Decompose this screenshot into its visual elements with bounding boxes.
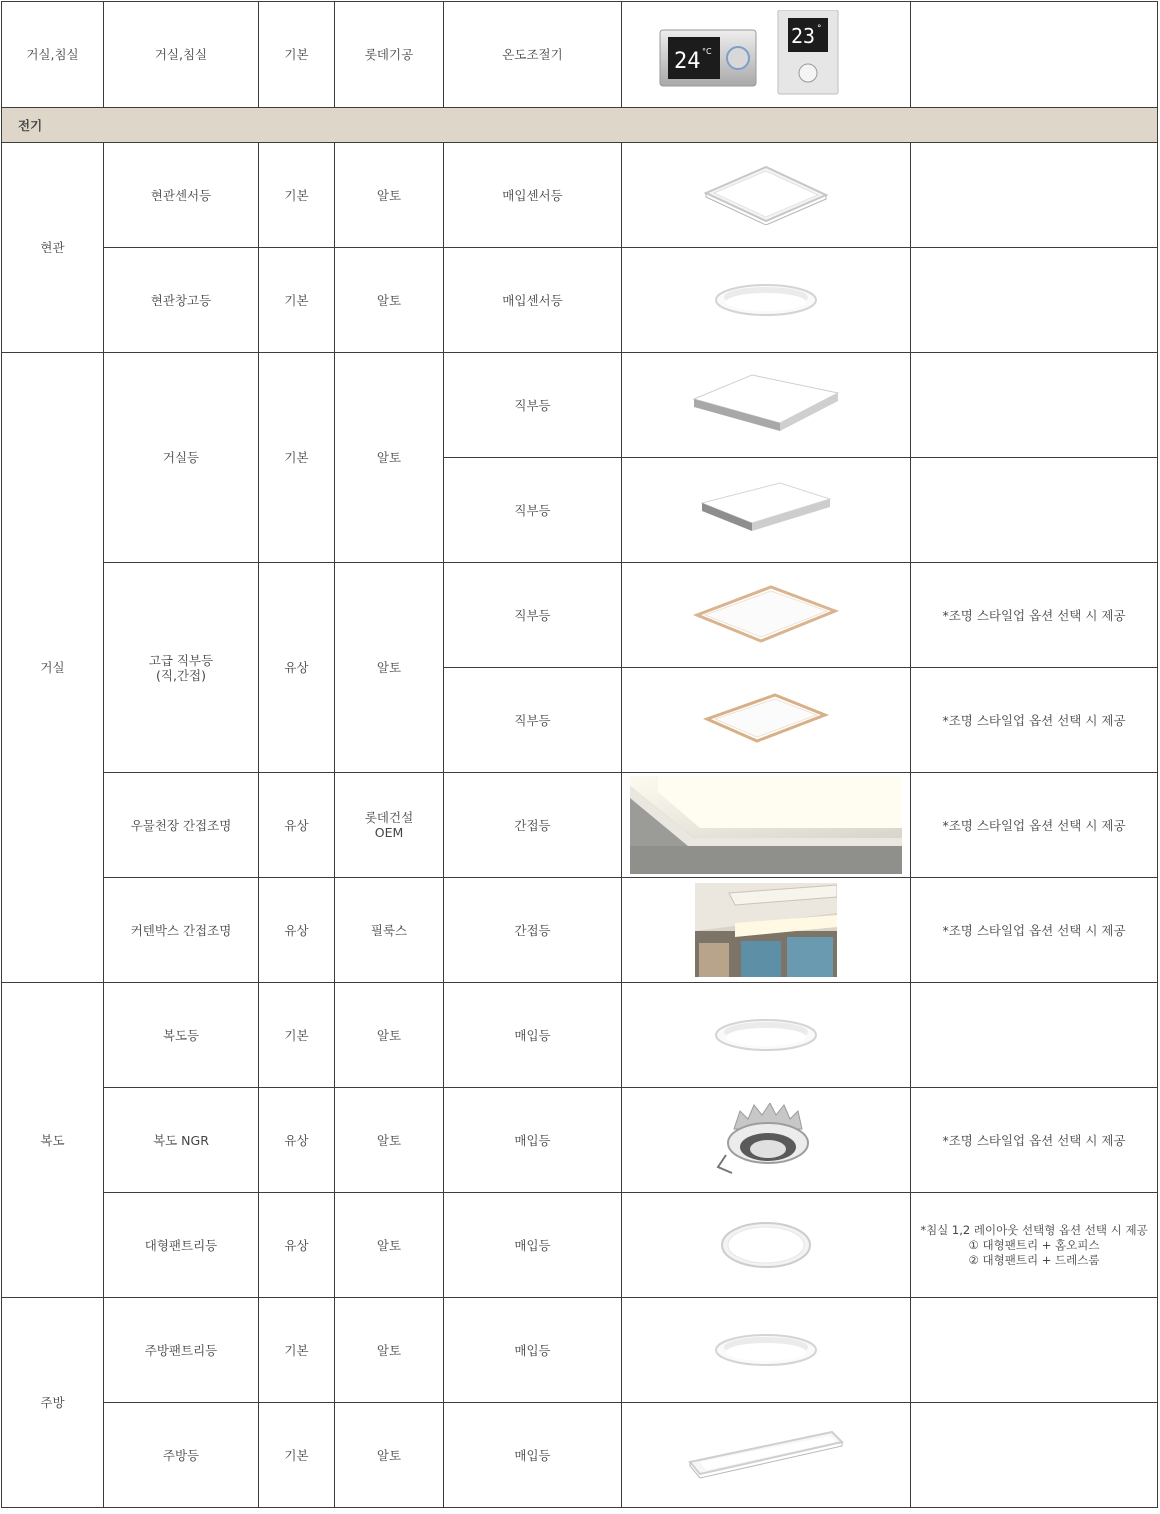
category-cell: 직부등 bbox=[444, 668, 622, 773]
svg-text:°: ° bbox=[817, 23, 822, 34]
section-title: 전기 bbox=[2, 108, 1158, 143]
note-cell bbox=[911, 143, 1158, 248]
item-cell: 복도 NGR bbox=[104, 1088, 259, 1193]
thermostat-image bbox=[622, 2, 911, 108]
type-cell: 기본 bbox=[259, 1298, 335, 1403]
type-cell: 유상 bbox=[259, 1193, 335, 1298]
category-cell: 매입등 bbox=[444, 1088, 622, 1193]
round-downlight-icon bbox=[711, 280, 821, 320]
brand-cell: 알토 bbox=[335, 353, 444, 563]
type-cell: 기본 bbox=[259, 248, 335, 353]
type-cell: 유상 bbox=[259, 773, 335, 878]
item-cell: 복도등 bbox=[104, 983, 259, 1088]
gold-rect-light-icon bbox=[701, 693, 831, 747]
item-cell: 거실등 bbox=[104, 353, 259, 563]
brand-cell: 필룩스 bbox=[335, 878, 444, 983]
type-cell: 유상 bbox=[259, 878, 335, 983]
brand-cell: 롯데건설 OEM bbox=[335, 773, 444, 878]
item-cell: 주방등 bbox=[104, 1403, 259, 1508]
brand-cell: 알토 bbox=[335, 1088, 444, 1193]
table-row bbox=[2, 1088, 1158, 1193]
thermostat-right-reading: 23 bbox=[791, 23, 816, 48]
category-cell: 직부등 bbox=[444, 563, 622, 668]
svg-text:°C: °C bbox=[702, 46, 712, 56]
type-cell: 기본 bbox=[259, 143, 335, 248]
table-row bbox=[2, 353, 1158, 458]
type-cell: 기본 bbox=[259, 1403, 335, 1508]
item-cell: 현관창고등 bbox=[104, 248, 259, 353]
room-cell-living: 거실 bbox=[2, 353, 104, 983]
category-cell: 직부등 bbox=[444, 458, 622, 563]
category-cell: 직부등 bbox=[444, 353, 622, 458]
round-downlight-icon bbox=[711, 1015, 821, 1055]
table-row bbox=[2, 1403, 1158, 1508]
note-cell: *조명 스타일업 옵션 선택 시 제공 bbox=[911, 563, 1158, 668]
type-cell: 기본 bbox=[259, 353, 335, 563]
type-cell: 유상 bbox=[259, 563, 335, 773]
category-cell: 매입등 bbox=[444, 1298, 622, 1403]
room-cell: 거실,침실 bbox=[2, 2, 104, 108]
note-cell: *침실 1,2 레이아웃 선택형 옵션 선택 시 제공 ① 대형팬트리 + 홈오피스 ② 대형팬트리 + 드레스룸 bbox=[911, 1193, 1158, 1298]
cove-ceiling-photo bbox=[630, 776, 902, 874]
note-cell bbox=[911, 458, 1158, 563]
flat-round-light-icon bbox=[716, 1220, 816, 1270]
product-image bbox=[622, 563, 911, 668]
note-cell bbox=[911, 248, 1158, 353]
brand-cell: 롯데기공 bbox=[335, 2, 444, 108]
square-panel-icon bbox=[696, 165, 836, 225]
table-row bbox=[2, 563, 1158, 668]
room-cell-kitchen: 주방 bbox=[2, 1298, 104, 1508]
item-cell: 커텐박스 간접조명 bbox=[104, 878, 259, 983]
linear-panel-light-icon bbox=[686, 1428, 846, 1482]
product-image bbox=[622, 983, 911, 1088]
round-downlight-icon bbox=[711, 1330, 821, 1370]
thermostat-icon bbox=[656, 10, 876, 100]
table-row bbox=[2, 1193, 1158, 1298]
section-row bbox=[2, 108, 1158, 143]
category-cell: 매입센서등 bbox=[444, 143, 622, 248]
note-cell bbox=[911, 1298, 1158, 1403]
curtain-box-photo bbox=[695, 883, 837, 977]
note-cell: *조명 스타일업 옵션 선택 시 제공 bbox=[911, 1088, 1158, 1193]
item-cell: 현관센서등 bbox=[104, 143, 259, 248]
note-cell bbox=[911, 983, 1158, 1088]
thermostat-left-reading: 24 bbox=[674, 48, 701, 74]
room-cell-hallway: 복도 bbox=[2, 983, 104, 1298]
product-image bbox=[622, 1403, 911, 1508]
product-image bbox=[622, 1088, 911, 1193]
note-cell bbox=[911, 1403, 1158, 1508]
square-ceiling-light-icon bbox=[686, 373, 846, 437]
table-row bbox=[2, 773, 1158, 878]
note-cell: *조명 스타일업 옵션 선택 시 제공 bbox=[911, 773, 1158, 878]
table-row bbox=[2, 983, 1158, 1088]
category-cell: 온도조절기 bbox=[444, 2, 622, 108]
table-row bbox=[2, 1298, 1158, 1403]
note-cell: *조명 스타일업 옵션 선택 시 제공 bbox=[911, 668, 1158, 773]
category-cell: 매입센서등 bbox=[444, 248, 622, 353]
product-image bbox=[622, 1298, 911, 1403]
table-row bbox=[2, 2, 1158, 108]
category-cell: 매입등 bbox=[444, 1193, 622, 1298]
reflector-downlight-icon bbox=[716, 1103, 816, 1177]
note-cell bbox=[911, 2, 1158, 108]
table-row bbox=[2, 878, 1158, 983]
item-cell: 고급 직부등 (직,간접) bbox=[104, 563, 259, 773]
brand-cell: 알토 bbox=[335, 143, 444, 248]
brand-cell: 알토 bbox=[335, 563, 444, 773]
product-image bbox=[622, 773, 911, 878]
brand-cell: 알토 bbox=[335, 983, 444, 1088]
item-cell: 우물천장 간접조명 bbox=[104, 773, 259, 878]
product-image bbox=[622, 668, 911, 773]
gold-square-light-icon bbox=[691, 583, 841, 647]
item-cell: 거실,침실 bbox=[104, 2, 259, 108]
rect-ceiling-light-icon bbox=[696, 481, 836, 539]
product-image bbox=[622, 878, 911, 983]
product-image bbox=[622, 458, 911, 563]
category-cell: 매입등 bbox=[444, 1403, 622, 1508]
category-cell: 간접등 bbox=[444, 773, 622, 878]
brand-cell: 알토 bbox=[335, 248, 444, 353]
type-cell: 기본 bbox=[259, 983, 335, 1088]
brand-cell: 알토 bbox=[335, 1403, 444, 1508]
category-cell: 간접등 bbox=[444, 878, 622, 983]
spec-table bbox=[1, 1, 1158, 1508]
table-row bbox=[2, 248, 1158, 353]
product-image bbox=[622, 248, 911, 353]
room-cell-entrance: 현관 bbox=[2, 143, 104, 353]
note-cell: *조명 스타일업 옵션 선택 시 제공 bbox=[911, 878, 1158, 983]
note-cell bbox=[911, 353, 1158, 458]
brand-cell: 알토 bbox=[335, 1193, 444, 1298]
item-cell: 대형팬트리등 bbox=[104, 1193, 259, 1298]
product-image bbox=[622, 143, 911, 248]
brand-cell: 알토 bbox=[335, 1298, 444, 1403]
item-cell: 주방팬트리등 bbox=[104, 1298, 259, 1403]
product-image bbox=[622, 353, 911, 458]
type-cell: 유상 bbox=[259, 1088, 335, 1193]
product-image bbox=[622, 1193, 911, 1298]
table-row bbox=[2, 143, 1158, 248]
type-cell: 기본 bbox=[259, 2, 335, 108]
category-cell: 매입등 bbox=[444, 983, 622, 1088]
